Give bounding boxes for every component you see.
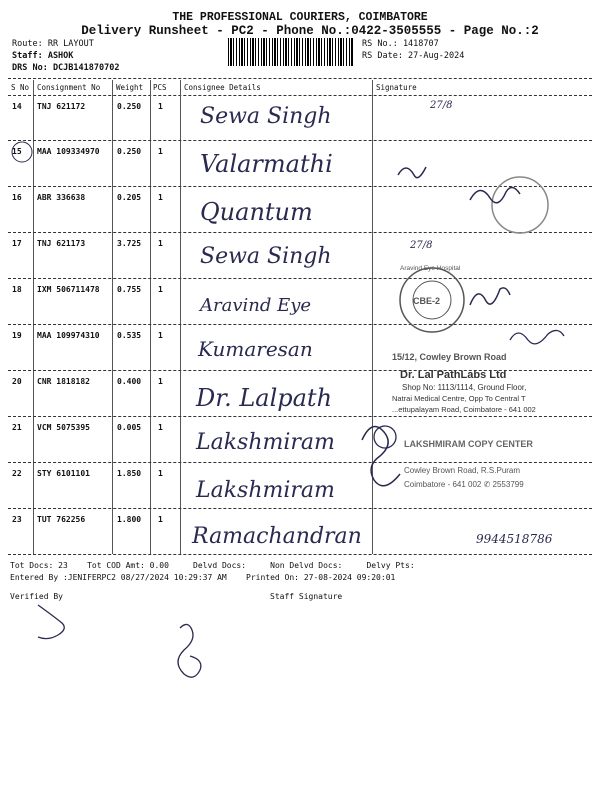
row-sno: 19 xyxy=(12,331,22,340)
row-consignment: CNR 1818182 xyxy=(37,377,90,386)
delvy-pts: Delvy Pts: xyxy=(366,561,415,570)
row-sno: 16 xyxy=(12,193,22,202)
sno-circle-mark xyxy=(12,142,32,162)
phone-note: 9944518786 xyxy=(476,532,553,546)
runsheet-subtitle: Delivery Runsheet - PC2 - Phone No.:0422-3505555 - Page No.:2 xyxy=(81,24,539,38)
row-sno: 21 xyxy=(12,423,22,432)
row-weight: 3.725 xyxy=(117,239,142,248)
header-weight: Weight xyxy=(116,83,144,92)
row-consignment: MAA 109334970 xyxy=(37,147,100,156)
lakshmiram-stamp-line: Cowley Brown Road, R.S.Puram xyxy=(404,466,521,475)
row-weight: 0.205 xyxy=(117,193,142,202)
header-consignment: Consignment No xyxy=(37,83,101,92)
lalpath-stamp-line: Natrai Medical Centre, Opp To Central T xyxy=(392,394,526,403)
signature-scribble xyxy=(362,427,400,486)
row-pcs: 1 xyxy=(158,377,163,386)
row-pcs: 1 xyxy=(158,285,163,294)
row-sno: 15 xyxy=(12,147,22,156)
company-title: THE PROFESSIONAL COURIERS, COIMBATORE xyxy=(172,11,428,24)
row-consignment: TNJ 621173 xyxy=(37,239,86,248)
non-delvd-docs: Non Delvd Docs: xyxy=(270,561,343,570)
row-weight: 0.400 xyxy=(117,377,142,386)
signature-scribble xyxy=(398,167,426,178)
row-consignment: VCM 5075395 xyxy=(37,423,90,432)
consignee-handwriting: Lakshmiram xyxy=(196,478,335,503)
row-weight: 1.800 xyxy=(117,515,142,524)
row-sno: 20 xyxy=(12,377,22,386)
row-pcs: 1 xyxy=(158,331,163,340)
header-consignee: Consignee Details xyxy=(184,83,261,92)
lakshmiram-stamp-name: LAKSHMIRAM COPY CENTER xyxy=(404,439,533,449)
lalpath-stamp-line: Shop No: 1113/1114, Ground Floor, xyxy=(402,383,527,392)
aravind-stamp-text: Aravind Eye Hospital xyxy=(400,265,461,272)
consignee-handwriting: Sewa Singh xyxy=(200,104,332,129)
quantum-stamp xyxy=(492,177,548,233)
row-weight: 0.755 xyxy=(117,285,142,294)
entered-row xyxy=(10,573,395,582)
signature-scribble xyxy=(470,187,520,202)
route-label: Route: RR LAYOUT xyxy=(12,39,94,49)
tot-cod: Tot COD Amt: 0.00 xyxy=(87,561,169,570)
row-consignment: MAA 109974310 xyxy=(37,331,100,340)
totals-row xyxy=(10,561,415,570)
row-consignment: TNJ 621172 xyxy=(37,102,86,111)
staff-signature-label: Staff Signature xyxy=(270,592,343,601)
row-pcs: 1 xyxy=(158,515,163,524)
delvd-docs: Delvd Docs: xyxy=(193,561,247,570)
row-pcs: 1 xyxy=(158,147,163,156)
row-weight: 0.535 xyxy=(117,331,142,340)
row-pcs: 1 xyxy=(158,193,163,202)
date-note: 27/8 xyxy=(410,240,433,251)
date-note: 27/8 xyxy=(430,100,453,111)
row-weight: 1.850 xyxy=(117,469,142,478)
row-sno: 22 xyxy=(12,469,22,478)
row-sno: 14 xyxy=(12,102,22,111)
signature-scribble xyxy=(470,288,510,305)
consignee-handwriting: Quantum xyxy=(200,198,313,226)
consignee-handwriting: Aravind Eye xyxy=(200,295,312,316)
row-consignment: ABR 336638 xyxy=(37,193,86,202)
lalpath-stamp-line: ...ettupalayam Road, Coimbatore - 641 002 xyxy=(392,405,536,414)
consignee-handwriting: Valarmathi xyxy=(200,150,333,178)
lalpath-stamp-name: Dr. Lal PathLabs Ltd xyxy=(400,369,507,381)
header-signature: Signature xyxy=(376,83,417,92)
row-pcs: 1 xyxy=(158,423,163,432)
lalpath-address-line: 15/12, Cowley Brown Road xyxy=(392,352,507,362)
row-pcs: 1 xyxy=(158,102,163,111)
staff-signature-mark xyxy=(178,624,201,677)
header-sno: S No xyxy=(11,83,30,92)
rs-number: RS No.: 1418707 xyxy=(362,39,439,49)
printed-on: Printed On: 27-08-2024 09:20:01 xyxy=(246,573,396,582)
tot-docs: Tot Docs: 23 xyxy=(10,561,68,570)
row-weight: 0.250 xyxy=(117,147,142,156)
verifier-signature xyxy=(38,605,64,639)
signature-scribble xyxy=(510,330,564,343)
rs-date: RS Date: 27-Aug-2024 xyxy=(362,51,465,61)
verified-by: Verified By xyxy=(10,592,63,601)
drs-label: DRS No: DCJB141870702 xyxy=(12,63,120,73)
row-pcs: 1 xyxy=(158,239,163,248)
lakshmiram-stamp-line: Coimbatore - 641 002 ✆ 2553799 xyxy=(404,480,524,489)
consignee-handwriting: Lakshmiram xyxy=(196,430,335,455)
aravind-stamp-inner-text: CBE-2 xyxy=(413,296,441,306)
consignee-handwriting: Sewa Singh xyxy=(200,244,332,269)
row-weight: 0.005 xyxy=(117,423,142,432)
row-sno: 23 xyxy=(12,515,22,524)
header-pcs: PCS xyxy=(153,83,167,92)
signature-circle xyxy=(374,426,396,448)
row-weight: 0.250 xyxy=(117,102,142,111)
row-consignment: TUT 762256 xyxy=(37,515,86,524)
staff-label: Staff: ASHOK xyxy=(12,51,74,61)
row-sno: 18 xyxy=(12,285,22,294)
consignee-handwriting: Kumaresan xyxy=(198,337,313,361)
row-consignment: IXM 506711478 xyxy=(37,285,100,294)
row-pcs: 1 xyxy=(158,469,163,478)
row-consignment: STY 6101101 xyxy=(37,469,90,478)
consignee-handwriting: Dr. Lalpath xyxy=(196,384,333,412)
entered-by: Entered By :JENIFERPC2 08/27/2024 10:29:37 AM xyxy=(10,573,227,582)
row-sno: 17 xyxy=(12,239,22,248)
consignee-handwriting: Ramachandran xyxy=(192,524,362,549)
